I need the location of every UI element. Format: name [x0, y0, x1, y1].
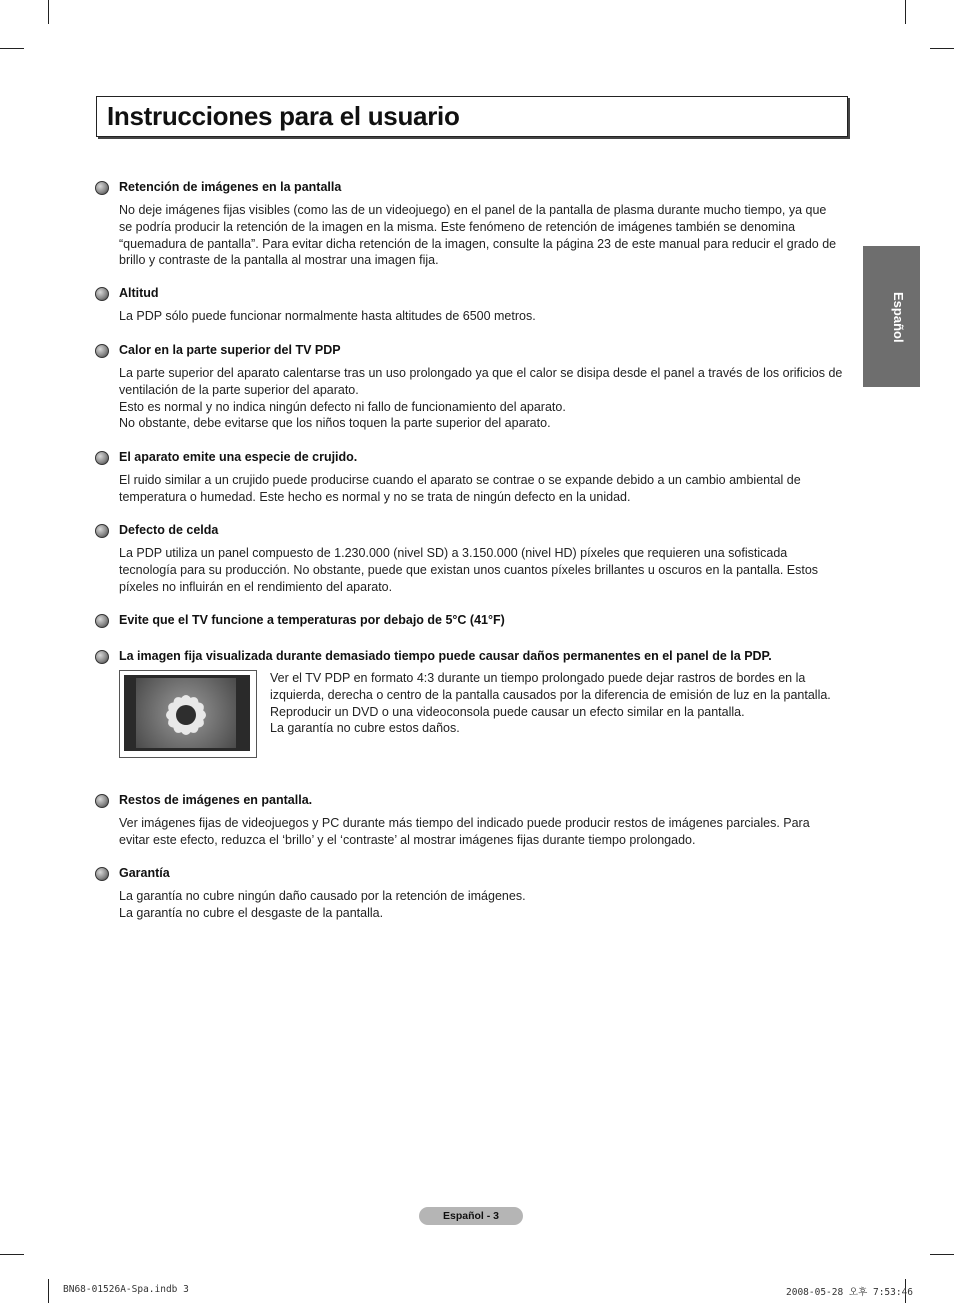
section-heading: Garantía — [119, 866, 170, 880]
section-heading: Evite que el TV funcione a temperaturas por debajo de 5°C (41°F) — [119, 613, 505, 627]
bullet-icon — [95, 614, 109, 628]
crop-mark — [48, 0, 49, 24]
language-tab — [863, 246, 920, 387]
crop-mark — [48, 1279, 49, 1303]
paragraph: La garantía no cubre ningún daño causado por la retención de imágenes. — [119, 889, 526, 903]
bullet-icon — [95, 451, 109, 465]
title-box — [96, 96, 848, 137]
tv-screen — [136, 678, 236, 748]
footer-timestamp: 2008-05-28 오후 7:53:46 — [786, 1287, 914, 1298]
paragraph: Ver imágenes fijas de videojuegos y PC durante más tiempo del indicado puede producir restos de imágenes parciales. Para evitar este efecto, reduzca el ‘brillo’ y el ‘contraste’ al mostrar imágenes fijas durante tiempo prolongado. — [119, 816, 810, 847]
section-heading: Calor en la parte superior del TV PDP — [119, 343, 341, 357]
bullet-icon — [95, 650, 109, 664]
footer-file: BN68-01526A-Spa.indb 3 — [63, 1284, 189, 1295]
bullet-icon — [95, 524, 109, 538]
section-heading: Retención de imágenes en la pantalla — [119, 180, 342, 194]
crop-mark — [0, 1254, 24, 1255]
section-heading: La imagen fija visualizada durante demasiado tiempo puede causar daños permanentes en el panel de la PDP. — [119, 649, 772, 663]
tv-flower-image — [119, 670, 257, 758]
flower-icon — [136, 678, 236, 748]
paragraph: No deje imágenes fijas visibles (como las de un videojuego) en el panel de la pantalla de plasma durante mucho tiempo, ya que se podría producir la retención de la imagen en la misma. Este fenómeno de retención de imágenes también se denomina “quemadura de pantalla”. Para evitar dicha retención de la imagen, consulte la página 23 de este manual para reducir el grado de brillo y contraste de la pantalla al mostrar una imagen fija. — [119, 203, 837, 268]
section-heading: Restos de imágenes en pantalla. — [119, 793, 313, 807]
page-title: Instrucciones para el usuario — [107, 101, 460, 131]
section-body — [119, 815, 843, 849]
paragraph: El ruido similar a un crujido puede producirse cuando el aparato se contrae o se expande debido a un cambio ambiental de temperatura o humedad. Este hecho es normal y no se trata de ningún defecto en la unidad. — [119, 473, 801, 504]
language-tab-label: Español — [891, 292, 906, 343]
section-heading: Altitud — [119, 286, 159, 300]
paragraph: La parte superior del aparato calentarse tras un uso prolongado ya que el calor se disipa desde el panel a través de los orificios de ventilación de la parte superior del aparato. — [119, 366, 843, 397]
section-body — [119, 365, 843, 432]
bullet-icon — [95, 794, 109, 808]
section-body — [119, 202, 843, 269]
paragraph: La PDP sólo puede funcionar normalmente hasta altitudes de 6500 metros. — [119, 309, 536, 323]
section-heading: Defecto de celda — [119, 523, 219, 537]
paragraph: Ver el TV PDP en formato 4:3 durante un tiempo prolongado puede dejar rastros de bordes en la izquierda, derecha o centro de la pantalla causados por la diferencia de emisión de luz en la pantalla. — [270, 671, 831, 702]
crop-mark — [930, 1254, 954, 1255]
paragraph: La PDP utiliza un panel compuesto de 1.230.000 (nivel SD) a 3.150.000 (nivel HD) píxeles que requieren una sofisticada tecnología para su producción. No obstante, puede que existan unos cuantos píxeles brillantes u oscuros en la pantalla. Estos píxeles no influirán en el rendimiento del aparato. — [119, 546, 819, 594]
section-heading: El aparato emite una especie de crujido. — [119, 450, 358, 464]
section-body — [119, 545, 843, 595]
tv-frame — [124, 675, 250, 751]
crop-mark — [0, 48, 24, 49]
section-body — [119, 308, 843, 325]
paragraph: Esto es normal y no indica ningún defecto ni fallo de funcionamiento del aparato. — [119, 399, 566, 414]
paragraph: La garantía no cubre el desgaste de la pantalla. — [119, 905, 384, 920]
bullet-icon — [95, 181, 109, 195]
bullet-icon — [95, 867, 109, 881]
section-body — [119, 888, 843, 922]
paragraph: Reproducir un DVD o una videoconsola puede causar un efecto similar en la pantalla. — [270, 704, 745, 719]
paragraph: La garantía no cubre estos daños. — [270, 721, 460, 736]
page-number: Español - 3 — [419, 1207, 523, 1225]
crop-mark — [930, 48, 954, 49]
paragraph: No obstante, debe evitarse que los niños toquen la parte superior del aparato. — [119, 416, 551, 431]
bullet-icon — [95, 287, 109, 301]
crop-mark — [905, 0, 906, 24]
bullet-icon — [95, 344, 109, 358]
section-body — [119, 472, 843, 506]
section-body — [270, 670, 840, 737]
